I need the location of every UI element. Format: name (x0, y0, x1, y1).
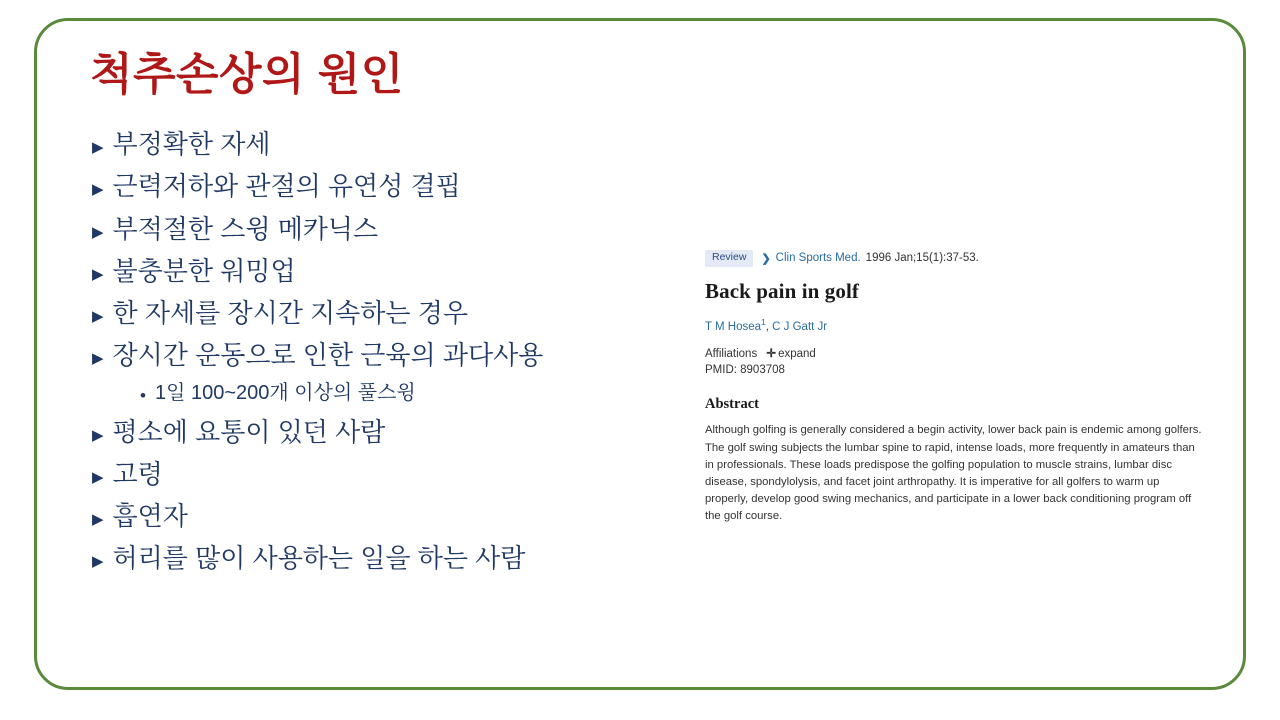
pmid-text: PMID: 8903708 (705, 364, 785, 377)
author-affiliation-superscript: 1 (761, 316, 766, 327)
author-separator: , (765, 320, 769, 333)
bullet-text: 1일 100~200개 이상의 풀스윙 (154, 381, 416, 404)
triangle-bullet-icon: ▶ (92, 308, 104, 326)
dot-bullet-icon: • (140, 385, 146, 405)
triangle-bullet-icon: ▶ (92, 511, 104, 529)
bullet-text: 평소에 요통이 있던 사람 (112, 416, 386, 447)
bullet-item (92, 255, 692, 288)
affiliations-row (705, 346, 1215, 360)
article-title: Back pain in golf (705, 278, 859, 303)
triangle-bullet-icon: ▶ (92, 468, 104, 486)
bullet-text: 고령 (112, 458, 163, 489)
bullet-item (92, 380, 692, 406)
bullet-text: 부정확한 자세 (112, 129, 271, 159)
bullet-item (92, 213, 692, 246)
bullet-text: 흡연자 (112, 501, 188, 532)
triangle-bullet-icon: ▶ (92, 553, 104, 571)
expand-affiliations-button[interactable] (766, 348, 815, 360)
triangle-bullet-icon: ▶ (92, 181, 104, 199)
author-name-1[interactable]: T M Hosea (705, 320, 762, 333)
journal-citation: 1996 Jan;15(1):37-53. (865, 252, 979, 265)
chevron-right-icon: ❯ (761, 252, 771, 265)
bullet-item (92, 500, 692, 533)
bullet-text: 불충분한 워밍업 (112, 255, 296, 286)
triangle-bullet-icon: ▶ (92, 223, 104, 241)
bullet-text: 허리를 많이 사용하는 일을 하는 사람 (112, 543, 526, 574)
bullet-list (92, 128, 692, 585)
review-badge: Review (705, 250, 753, 267)
triangle-bullet-icon: ▶ (92, 265, 104, 283)
abstract-heading: Abstract (705, 396, 759, 413)
page-title: 척추손상의 원인 (90, 50, 404, 99)
article-meta-row (705, 250, 1215, 267)
author-list (705, 317, 1215, 333)
triangle-bullet-icon: ▶ (92, 426, 104, 444)
bullet-text: 근력저하와 관절의 유연성 결핍 (112, 171, 461, 202)
author-name-2[interactable]: C J Gatt Jr (772, 320, 828, 333)
triangle-bullet-icon: ▶ (92, 350, 104, 368)
expand-label: expand (778, 348, 816, 361)
abstract-body: Although golfing is generally considered a begin activity, lower back pain is endemic among golfers. The golf swing subjects the lumbar spine to rapid, intense loads, more frequently in amateurs than in professionals. These loads predispose the golfing population to muscle strains, lumbar disc disease, spondylolysis, and facet joint arthropathy. It is imperative for all golfers to warm up properly, develop good swing mechanics, and participate in a lower back conditioning program off the golf course. (705, 424, 1202, 523)
bullet-item (92, 458, 692, 491)
pubmed-article-clipping (705, 250, 1215, 525)
bullet-item (92, 128, 692, 161)
affiliations-label: Affiliations (705, 348, 758, 361)
bullet-item (92, 416, 692, 449)
bullet-text: 장시간 운동으로 인한 근육의 과다사용 (112, 340, 544, 371)
bullet-item (92, 297, 692, 330)
triangle-bullet-icon: ▶ (92, 139, 104, 156)
bullet-text: 부적절한 스윙 메카닉스 (112, 213, 379, 244)
journal-name-link[interactable]: Clin Sports Med. (775, 252, 861, 265)
bullet-item (92, 542, 692, 575)
bullet-text: 한 자세를 장시간 지속하는 경우 (112, 298, 468, 329)
bullet-item (92, 170, 692, 203)
bullet-item (92, 339, 692, 372)
plus-icon: ✛ (766, 348, 777, 361)
